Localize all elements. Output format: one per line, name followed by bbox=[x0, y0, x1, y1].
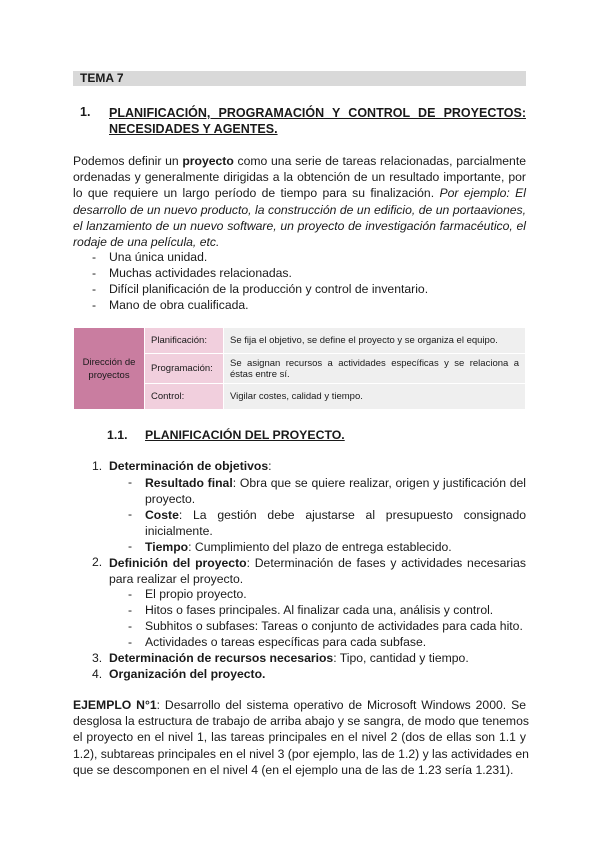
bullet-dash: - bbox=[128, 587, 133, 601]
row-value: Se asignan recursos a actividades específicas y se relaciona a éstas entre sí. bbox=[224, 354, 526, 384]
section-title bbox=[109, 105, 526, 137]
list-item: Difícil planificación de la producción y control de inventario. bbox=[109, 282, 429, 296]
intro-line: Podemos definir un proyecto como una serie de tareas relacionadas, parcialmente bbox=[73, 154, 526, 168]
list-item: Mano de obra cualificada. bbox=[109, 298, 249, 312]
list-item: El propio proyecto. bbox=[145, 587, 247, 601]
intro-line: ordenadas y generalmente dirigidas a la obtención de un resultado importante, por bbox=[73, 170, 526, 185]
subsection-title: PLANIFICACIÓN DEL PROYECTO. bbox=[145, 428, 345, 442]
list-item: Hitos o fases principales. Al finalizar cada una, análisis y control. bbox=[145, 603, 494, 617]
bullet-dash: - bbox=[92, 282, 97, 296]
step-number: 4. bbox=[92, 667, 103, 681]
row-value: Se fija el objetivo, se define el proyecto y se organiza el equipo. bbox=[224, 328, 526, 354]
row-value: Vigilar costes, calidad y tiempo. bbox=[224, 384, 526, 410]
list-item: Resultado final: Obra que se quiere realizar, origen y justificación del proyecto. bbox=[145, 476, 526, 507]
step-number: 3. bbox=[92, 651, 103, 665]
intro-line: desarrollo de un nuevo producto, la construcción de un edificio, de un portaaviones, bbox=[73, 202, 526, 217]
bullet-dash: - bbox=[92, 266, 97, 280]
subsection-number: 1.1. bbox=[107, 428, 128, 442]
section-title-line2: NECESIDADES Y AGENTES. bbox=[109, 122, 278, 136]
list-item: Muchas actividades relacionadas. bbox=[109, 266, 292, 280]
section-number: 1. bbox=[80, 105, 91, 119]
project-management-table bbox=[73, 327, 526, 410]
list-item: Actividades o tareas específicas para cada subfase. bbox=[145, 635, 427, 649]
bullet-dash: - bbox=[128, 539, 133, 553]
topic-heading: TEMA 7 bbox=[73, 71, 526, 86]
step-title: Definición del proyecto: Determinación de fases y actividades necesarias para realizar el proyecto. bbox=[109, 556, 526, 587]
intro-line: lo que requiere un largo período de tiempo para su finalización. Por ejemplo: El bbox=[73, 186, 527, 201]
bullet-dash: - bbox=[128, 603, 133, 617]
list-item: Tiempo: Cumplimiento del plazo de entrega establecido. bbox=[145, 540, 452, 554]
bullet-dash: - bbox=[128, 635, 133, 649]
intro-paragraph bbox=[73, 153, 526, 250]
step-title: Determinación de objetivos: bbox=[109, 459, 272, 473]
table-row bbox=[74, 328, 526, 354]
bullet-dash: - bbox=[128, 475, 133, 489]
example-paragraph: EJEMPLO N°1: Desarrollo del sistema operativo de Microsoft Windows 2000. Se desglosa la estructura de trabajo de arriba abajo y se sangra, de modo que tenemos el proyecto en el nivel 1, las tareas principales en el nivel 2 (dos de ellas son 1.1 y 1.2), subtareas principales en el nivel 3 (por ejemplo, las de 1.2) y las actividades en que se descomponen en el nivel 4 (en el ejemplo una de las de 1.23 sería 1.231). bbox=[73, 698, 529, 777]
step-title: Determinación de recursos necesarios: Tipo, cantidad y tiempo. bbox=[109, 651, 469, 665]
section-title-line1: PLANIFICACIÓN, PROGRAMACIÓN Y CONTROL DE PROYECTOS: bbox=[109, 106, 526, 120]
bullet-dash: - bbox=[92, 250, 97, 264]
list-item: Coste: La gestión debe ajustarse al presupuesto consignado inicialmente. bbox=[145, 508, 526, 539]
table-header-cell: Dirección de proyectos bbox=[74, 328, 145, 410]
list-item: Subhitos o subfases: Tareas o conjunto de actividades para cada hito. bbox=[145, 619, 523, 633]
step-number: 1. bbox=[92, 459, 103, 473]
row-label: Programación: bbox=[145, 354, 224, 384]
intro-line: el lanzamiento de un nuevo software, un proyecto de investigación farmacéutico, el bbox=[73, 218, 526, 233]
step-title: Organización del proyecto. bbox=[109, 667, 266, 681]
example-label: EJEMPLO N°1 bbox=[73, 698, 157, 712]
step-number: 2. bbox=[92, 555, 103, 569]
intro-line: rodaje de una película, etc. bbox=[73, 235, 220, 250]
project-term: proyecto bbox=[182, 154, 234, 168]
row-label: Planificación: bbox=[145, 328, 224, 354]
list-item: Una única unidad. bbox=[109, 250, 208, 264]
bullet-dash: - bbox=[92, 298, 97, 312]
bullet-dash: - bbox=[128, 507, 133, 521]
row-label: Control: bbox=[145, 384, 224, 410]
bullet-dash: - bbox=[128, 619, 133, 633]
